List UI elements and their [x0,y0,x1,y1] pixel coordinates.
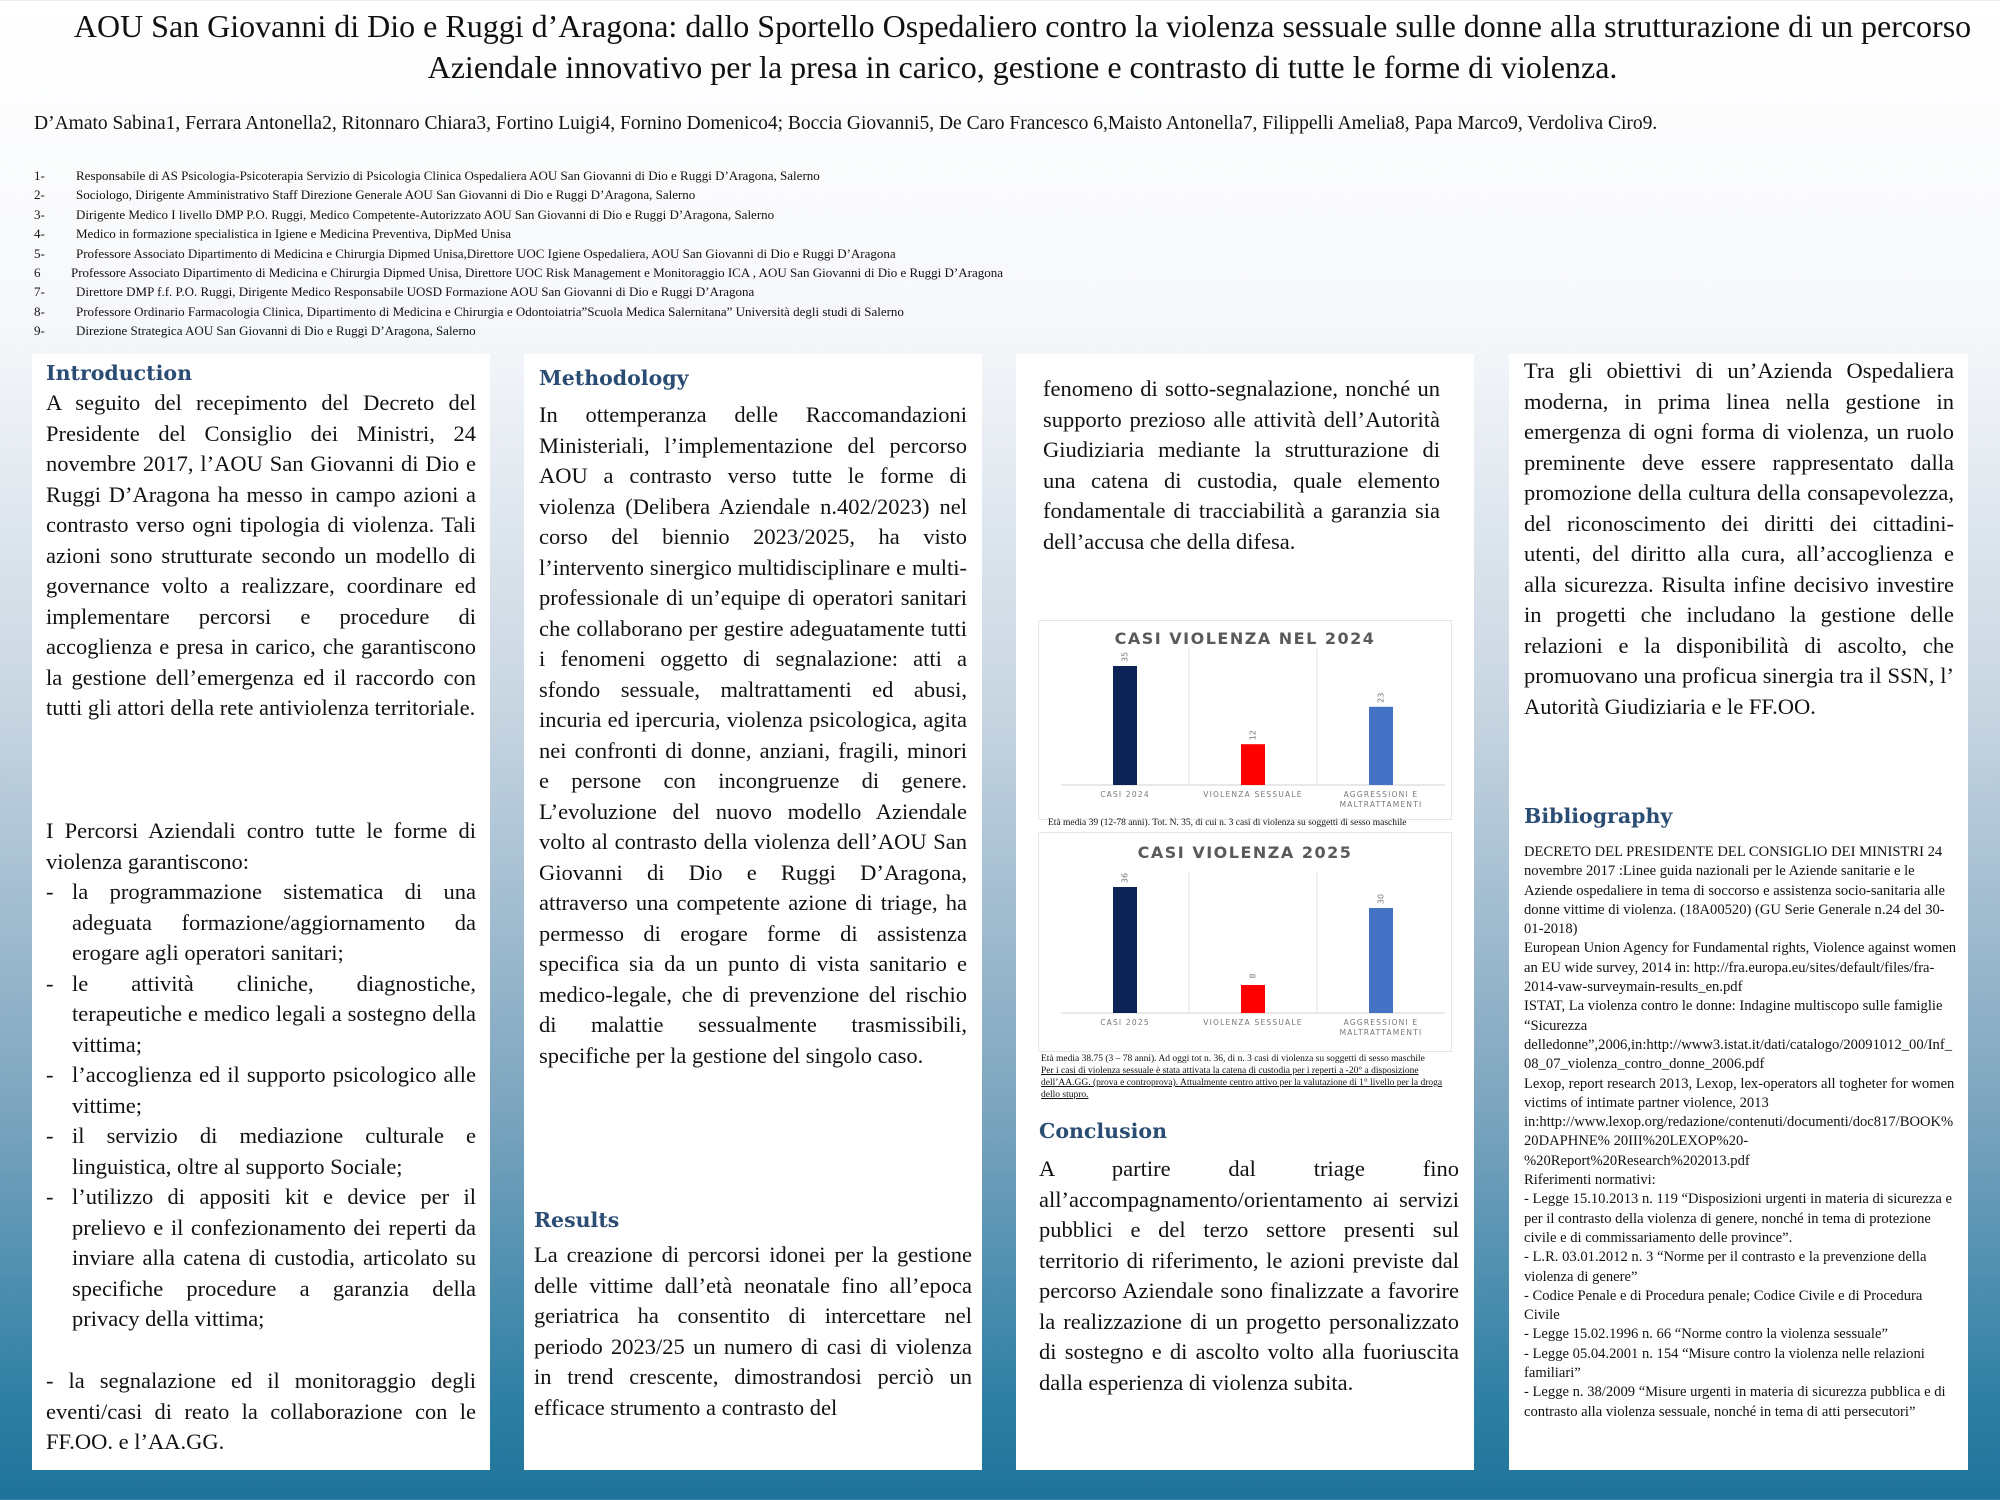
affiliation-number: 2- [34,187,45,203]
bibliography-item: Lexop, report research 2013, Lexop, lex-operators all togheter for women victims of intimate partner violence, 2013 in:http://www.lexop.org/redazione/contenuti/documenti/doc817/BOOK%20DAPHNE% 20III%20LEXOP%20-%20Report%20Research%202013.pdf [1524,1075,1955,1169]
bibliography-item: DECRETO DEL PRESIDENTE DEL CONSIGLIO DEI MINISTRI 24 novembre 2017 :Linee guida nazionali per le Aziende sanitarie e le Aziende ospedaliere in tema di soccorso e assistenza socio-sanitaria alle donne vittime di violenza. (18A00520) (GU Serie Generale n.24 del 30-01-2018) [1524,844,1946,938]
bibliography-item: - Legge 05.04.2001 n. 154 “Misure contro la violenza nelle relazioni familiari” [1524,1345,1925,1382]
chart-2025-title: CASI VIOLENZA 2025 [1137,843,1353,862]
category-label-2: VIOLENZA SESSUALE [1203,790,1303,799]
introduction-bullet [46,1060,476,1121]
affiliation-text: Responsabile di AS Psicologia-Psicoterapia Servizio di Psicologia Clinica Ospedaliera AOU San Giovanni di Dio e Ruggi D’Aragona, Salerno [76,168,820,183]
bibliography-panel [1509,354,1968,1470]
bibliography-item: - L.R. 03.01.2012 n. 3 “Norme per il contrasto e la prevenzione della violenza di genere” [1524,1249,1927,1285]
results-text: La creazione di percorsi idonei per la gestione delle vittime dall’età neonatale fino all’epoca geriatrica ha consentito di intercettare nel periodo 2023/25 un numero di casi di violenza in trend crescente, dimostrandosi perciò un efficace strumento a contrasto del [534,1242,972,1420]
data-label-1: 36 [1120,872,1130,884]
data-label-2: 8 [1248,973,1258,979]
introduction-panel [32,354,490,1470]
methodology-text: In ottemperanza delle Raccomandazioni Ministeriali, l’implementazione del percorso AOU a contrasto verso tutte le forme di violenza (Delibera Aziendale n.402/2023) nel corso del biennio 2023/2025, ha visto l’intervento sinergico multidisciplinare e multi-professionale di un’equipe di operatori sanitari che collaborano per gestire adeguatamente tutti i fenomeni oggetto di segnalazione: atti a sfondo sessuale, maltrattamenti ed abusi, incuria ed ipercuria, violenza psicologica, agita nei confronti di donne, anziani, fragili, minori e persone con incongruenze di genere. L’evoluzione del nuovo modello Aziendale volto al contrasto della violenza dell’AOU San Giovanni di Dio e Ruggi D’Aragona, attraverso una competente azione di triage, ha permesso di erogare forme di assistenza specifica sia da un punto di vista sanitario e medico-legale, che di prevenzione del rischio di malattie sessualmente trasmissibili, specifiche per la gestione del singolo caso. [539,402,967,1068]
chart-2024-title: CASI VIOLENZA NEL 2024 [1114,629,1376,648]
affiliation-number: 4- [34,226,45,242]
conclusion-text: A partire dal triage fino all’accompagnamento/orientamento ai servizi pubblici e del terzo settore presenti sul territorio di riferimento, le azioni previste dal percorso Aziendale sono finalizzate a favorire la realizzazione di un progetto personalizzato di sostegno e di ascolto volto alla fuoriuscita dalla esperienza di violenza subita. [1039,1156,1459,1395]
category-label-1: CASI 2024 [1100,790,1150,799]
results-text-continued: fenomeno di sotto-segnalazione, nonché un supporto prezioso alle attività dell’Autorità Giudiziaria mediante la strutturazione di una catena di custodia, quale elemento fondamentale di tracciabilità a garanzia sia dell’accusa che della difesa. [1043,376,1440,554]
affiliation-item [34,302,1334,321]
category-label-1: CASI 2025 [1100,1018,1150,1027]
affiliation-text: Professore Associato Dipartimento di Medicina e Chirurgia Dipmed Unisa,Direttore UOC Igiene Ospedaliera, AOU San Giovanni di Dio e Ruggi D’Aragona [76,245,896,261]
bibliography-item: Riferimenti normativi: [1524,1172,1656,1189]
affiliation-number: 6 [34,265,41,281]
objectives-text: Tra gli obiettivi di un’Azienda Ospedaliera moderna, in prima linea nella gestione in emergenza di ogni forma di violenza, un ruolo preminente deve essere rappresentato dalla promozione della cultura della consapevolezza, del riconoscimento dei diritti dei cittadini-utenti, del diritto alla cura, all’accoglienza e alla sicurezza. Risulta infine decisivo investire in progetti che includano la gestione delle relazioni e la disponibilità di ascolto, che promuovano una proficua sinergia tra il SSN, l’ Autorità Giudiziaria e le FF.OO. [1524,358,1954,719]
bar-1 [1113,887,1137,1013]
category-label-2: VIOLENZA SESSUALE [1203,1018,1303,1027]
affiliation-item [34,244,1334,263]
methodology-heading: Methodology [539,366,689,390]
introduction-bullet [46,1121,476,1182]
affiliation-number: 3- [34,206,45,222]
bibliography-item: - Legge 15.10.2013 n. 119 “Disposizioni urgenti in materia di sicurezza e per il contrasto della violenza di genere, nonché in tema di protezione civile e di commissariamento delle province”. [1524,1191,1952,1246]
affiliation-item [34,224,1334,243]
data-label-1: 35 [1120,651,1130,663]
introduction-heading: Introduction [46,361,192,385]
bullet-marker: - [46,1062,54,1087]
introduction-paragraph-1: A seguito del recepimento del Decreto del Presidente del Consiglio dei Ministri, 24 novembre 2017, l’AOU San Giovanni di Dio e Ruggi D’Aragona ha messo in campo azioni a contrasto verso ogni tipologia di violenza. Tali azioni sono strutturate secondo un modello di governance volto a realizzare, coordinare ed implementare percorsi e procedure di accoglienza e presa in carico, che garantiscono la gestione dell’emergenza ed il raccordo con tutti gli attori della rete antiviolenza territoriale. [46,390,476,720]
affiliation-text: Professore Associato Dipartimento di Medicina e Chirurgia Dipmed Unisa, Direttore UOC Risk Management e Monitoraggio ICA , AOU San Giovanni di Dio e Ruggi D’Aragona [71,265,1003,281]
bar-1 [1113,666,1137,785]
affiliation-number: 1- [34,168,45,183]
affiliation-item [34,282,1334,301]
affiliation-item [34,205,1334,224]
bibliography-item: - Legge n. 38/2009 “Misure urgenti in materia di sicurezza pubblica e di contrasto alla violenza sessuale, nonché in tema di atti persecutori” [1524,1384,1946,1420]
chart-2025 [1038,832,1452,1052]
affiliation-item [34,321,1334,340]
data-label-3: 30 [1376,893,1386,905]
affiliation-text: Professore Ordinario Farmacologia Clinica, Dipartimento di Medicina e Chirurgia e Odontoiatria”Scuola Medica Salernitana” Università degli studi di Salerno [76,303,904,319]
results-panel [1016,354,1474,1470]
poster-title: AOU San Giovanni di Dio e Ruggi d’Aragona: dallo Sportello Ospedaliero contro la violenza sessuale sulle donne alla strutturazione di un percorso Aziendale innovativo per la presa in carico, gestione e contrasto di tutte le forme di violenza. [73,8,1972,85]
introduction-bullet [46,969,476,1061]
bibliography-heading: Bibliography [1524,804,1673,828]
bar-3 [1369,908,1393,1013]
affiliation-item [34,166,1334,185]
chart-2025-plot [1039,833,1453,1053]
conclusion-heading: Conclusion [1039,1119,1167,1143]
bibliography-item: - Codice Penale e di Procedura penale; Codice Civile e di Procedura Civile [1524,1287,1923,1324]
introduction-paragraph-3: - la segnalazione ed il monitoraggio degli eventi/casi di reato la collaborazione con le FF.OO. e l’AA.GG. [46,1368,476,1454]
bullet-text: l’accoglienza ed il supporto psicologico alle vittime; [72,1062,476,1118]
bullet-text: le attività cliniche, diagnostiche, terapeutiche e medico legali a sostegno della vittima; [72,970,476,1057]
affiliation-text: Medico in formazione specialistica in Igiene e Medicina Preventiva, DipMed Unisa [76,226,511,242]
category-label-3: AGGRESSIONI E [1343,1018,1419,1027]
category-label-3: MALTRATTAMENTI [1339,800,1423,809]
category-label-3: AGGRESSIONI E [1343,790,1419,799]
introduction-bullet [46,877,476,969]
methodology-panel [524,354,982,1470]
affiliation-text: Direttore DMP f.f. P.O. Ruggi, Dirigente Medico Responsabile UOSD Formazione AOU San Giovanni di Dio e Ruggi D’Aragona [76,284,755,300]
bullet-marker: - [46,970,54,996]
chart-2024 [1038,620,1452,820]
affiliation-number: 5- [34,245,45,261]
introduction-bullet-list [46,877,476,1335]
bullet-marker: - [46,1184,54,1209]
bullet-text: la programmazione sistematica di una adeguata formazione/aggiornamento da erogare agli operatori sanitari; [72,879,476,965]
bullet-text: il servizio di mediazione culturale e linguistica, oltre al supporto Sociale; [72,1123,476,1179]
chart-2025-caption-main: Età media 38.75 (3 – 78 anni). Ad oggi tot n. 36, di n. 3 casi di violenza su soggetti di sesso maschile [1041,1054,1425,1064]
introduction-paragraph-2: I Percorsi Aziendali contro tutte le forme di violenza garantiscono: [46,818,476,874]
affiliation-text: Dirigente Medico I livello DMP P.O. Ruggi, Medico Competente-Autorizzato AOU San Giovanni di Dio e Ruggi D’Aragona, Salerno [76,206,775,222]
data-label-3: 23 [1376,692,1386,703]
bibliography-item: ISTAT, La violenza contro le donne: Indagine multiscopo sulle famiglie “Sicurezza delledonne”,2006,in:http://www3.istat.it/dati/catalogo/20091012_00/Inf_08_07_violenza_contro_donne_2006.pdf [1524,998,1953,1073]
bibliography-item: European Union Agency for Fundamental rights, Violence against women an EU wide survey, 2014 in: http://fra.europa.eu/sites/default/files/fra-2014-vaw-surveymain-results_en.pdf [1524,940,1957,996]
affiliation-number: 9- [34,323,45,339]
results-heading: Results [534,1208,620,1232]
bibliography-list [1524,843,1957,1422]
bullet-text: l’utilizzo di appositi kit e device per il prelievo e il confezionamento dei reperti da inviare alla catena di custodia, articolato su specifiche procedure a garanzia della privacy della vittima; [72,1184,476,1331]
bullet-marker: - [46,1123,54,1148]
author-list: D’Amato Sabina1, Ferrara Antonella2, Ritonnaro Chiara3, Fortino Luigi4, Fornino Domenico4; Boccia Giovanni5, De Caro Francesco 6,Maisto Antonella7, Filippelli Amelia8, Papa Marco9, Verdoliva Ciro9. [34,113,1658,134]
affiliation-number: 7- [34,284,45,300]
affiliation-text: Direzione Strategica AOU San Giovanni di Dio e Ruggi D’Aragona, Salerno [76,323,476,339]
bibliography-item: - Legge 15.02.1996 n. 66 “Norme contro la violenza sessuale” [1524,1326,1888,1343]
bar-3 [1369,707,1393,785]
affiliation-item [34,185,1334,204]
affiliation-item [34,263,1334,282]
affiliation-number: 8- [34,303,45,319]
affiliation-list [34,166,1334,341]
bar-2 [1241,985,1265,1013]
bar-2 [1241,744,1265,785]
data-label-2: 12 [1248,730,1258,741]
affiliation-text: Sociologo, Dirigente Amministrativo Staff Direzione Generale AOU San Giovanni di Dio e Ruggi D’Aragona, Salerno [76,187,696,203]
chart-2024-plot [1039,621,1453,821]
chart-2025-caption-note: Per i casi di violenza sessuale è stata attivata la catena di custodia per i reperti a -20° a disposizione dell’AA.GG. (prova e controprova). Attualmente centro attivo per la valutazione di 1° livello per la droga dello stupro. [1041,1066,1443,1100]
chart-2024-caption: Età media 39 (12-78 anni). Tot. N. 35, di cui n. 3 casi di violenza su soggetti di sesso maschile [1048,818,1407,828]
chart-2025-caption [1041,1053,1461,1101]
introduction-bullet [46,1182,476,1335]
bullet-marker: - [46,879,54,904]
category-label-3: MALTRATTAMENTI [1339,1028,1423,1037]
